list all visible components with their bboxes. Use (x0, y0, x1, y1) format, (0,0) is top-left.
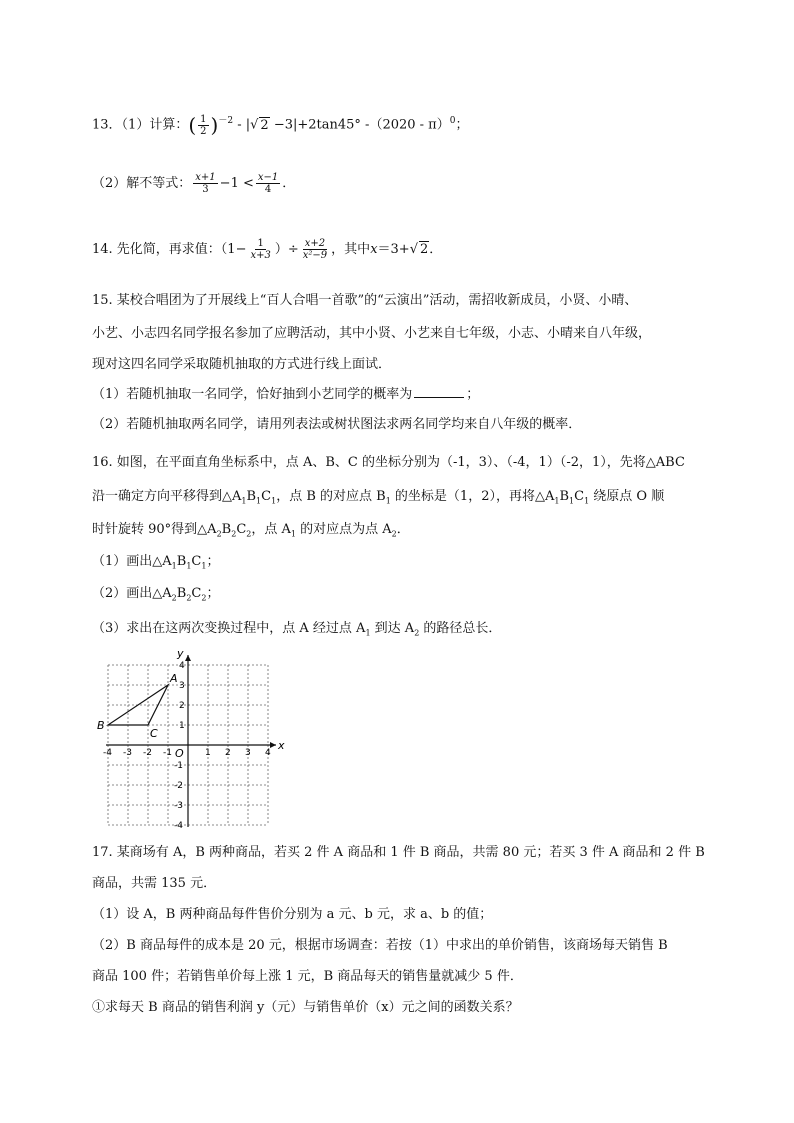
exponent: 0 (449, 116, 456, 127)
q17-sub1: （1）设 A，B 两种商品每件售价分别为 a 元、b 元，求 a、b 的值； (92, 907, 493, 922)
text: 时针旋转 90°得到△A (92, 522, 217, 537)
subscript: 2 (246, 529, 252, 539)
q13-label: 13．（1）计算： (92, 117, 189, 133)
text: ，点 A (251, 522, 291, 537)
fraction (248, 238, 272, 261)
subscript: 1 (201, 561, 207, 571)
fraction-half (198, 114, 208, 137)
text: 的坐标是（1，2），再将△A (390, 489, 555, 504)
subscript: 1 (569, 496, 575, 506)
q17-sub2-line2: 商品 100 件；若销售单价每上涨 1 元，B 商品每天的销售量就减少 5 件． (92, 969, 523, 984)
fraction-denominator: 3 (202, 184, 209, 195)
expr-end: ． (282, 176, 296, 191)
x-tick-label: -2 (143, 748, 152, 758)
expr-part: ）÷ (274, 242, 299, 257)
fraction-numerator: 1 (257, 238, 264, 249)
coordinate-grid (92, 647, 285, 831)
x-tick-label: -4 (103, 748, 112, 758)
q15-sub1 (92, 383, 479, 402)
expr-end: ． (429, 242, 443, 257)
subscript: 2 (231, 529, 237, 539)
text: 的路径总长． (419, 621, 502, 636)
x-tick-label: -3 (123, 748, 132, 758)
q15-sub1-text: （1）若随机抽取一名同学，恰好抽到小艺同学的概率为 (92, 387, 413, 402)
text: C (261, 489, 272, 504)
subscript: 2 (216, 529, 222, 539)
subscript: 1 (271, 496, 277, 506)
point-b-label: B (97, 719, 105, 732)
subscript: 2 (414, 628, 420, 638)
q13-line1 (92, 113, 468, 137)
fraction (301, 238, 329, 261)
q17-line2: 商品，共需 135 元． (92, 876, 217, 891)
q14-label: 14. 先化简，再求值：（1− (92, 242, 247, 257)
y-tick-label: 1 (179, 721, 185, 731)
fraction-numerator: x−1 (257, 172, 279, 183)
x-axis-arrow (270, 742, 276, 748)
q14-line (92, 238, 442, 261)
q16-line3 (92, 518, 410, 539)
text: ； (206, 586, 220, 601)
text: ； (206, 554, 220, 569)
text: （3）求出在这两次变换过程中，点 A 经过点 A (92, 621, 366, 636)
text: ． (396, 522, 410, 537)
q17-sub3: ①求每天 B 商品的销售利润 y（元）与销售单价（x）元之间的函数关系？ (92, 1000, 519, 1015)
subscript: 1 (584, 496, 590, 506)
origin-label: O (175, 747, 184, 760)
fraction-denominator: x+3 (250, 250, 271, 261)
q15-line2: 小艺、小志四名同学报名参加了应聘活动，其中小贤、小艺来自七年级，小志、小晴来自八年级， (92, 326, 652, 341)
text: C (574, 489, 585, 504)
text: B (559, 489, 570, 504)
q16-line2 (92, 485, 664, 506)
y-tick-label: -3 (174, 801, 183, 811)
q16-line1: 16. 如图，在平面直角坐标系中，点 A、B、C 的坐标分别为（-1，3）、（-4，1）（-2，1），先将△ABC (92, 455, 685, 470)
expr-end: ； (455, 117, 469, 133)
y-tick-label: -1 (174, 761, 183, 771)
subscript: 2 (186, 593, 192, 603)
expr-part: ，其中 (331, 242, 371, 257)
sqrt-content: 2 (420, 242, 429, 257)
expr-part: - | (233, 117, 251, 133)
expr-part: −1 < (219, 176, 254, 191)
q16-sub3 (92, 617, 501, 638)
text: B (176, 586, 187, 601)
subscript: 1 (365, 628, 371, 638)
fraction-numerator: x+1 (195, 172, 216, 183)
text: C (236, 522, 247, 537)
subscript: 1 (241, 496, 247, 506)
exponent: －2 (218, 116, 234, 127)
answer-blank (414, 397, 464, 398)
fraction-denominator: 2 (200, 125, 207, 137)
q13-sub2-label: （2）解不等式： (92, 176, 192, 191)
text: C (191, 554, 202, 569)
text: B (221, 522, 232, 537)
text: C (191, 586, 202, 601)
y-tick-label: 3 (179, 681, 185, 691)
fraction (256, 172, 280, 195)
q15-line3: 现对这四名同学采取随机抽取的方式进行线上面试． (92, 357, 392, 372)
fraction (193, 172, 217, 195)
point-a-label: A (170, 672, 178, 685)
x-tick-label: -1 (163, 748, 172, 758)
x-tick-label: 1 (205, 748, 211, 758)
x-tick-label: 3 (245, 748, 251, 758)
x-axis-label: x (278, 739, 285, 752)
sqrt-symbol: √ (409, 242, 418, 257)
subscript: 2 (171, 593, 177, 603)
q13-line2 (92, 172, 295, 195)
y-axis-label: y (177, 647, 184, 660)
q15-sub2: （2）若随机抽取两名同学，请用列表法或树状图法求两名同学均来自八年级的概率． (92, 417, 582, 432)
y-axis-arrow (185, 655, 191, 661)
expr-part: ＝3+ (377, 242, 410, 257)
variable: x (370, 242, 378, 257)
text: 沿一确定方向平移得到△A (92, 489, 242, 504)
text: 绕原点 O 顺 (589, 489, 665, 504)
subscript: 2 (201, 593, 207, 603)
point-c-label: C (150, 727, 158, 740)
subscript: 1 (554, 496, 560, 506)
fraction-denominator: 4 (264, 184, 272, 195)
y-tick-label: 2 (179, 701, 185, 711)
x-tick-label: 4 (265, 748, 271, 758)
fraction-denominator: x²−9 (302, 250, 328, 261)
subscript: 1 (385, 496, 391, 506)
fraction-numerator: 1 (200, 113, 207, 125)
sqrt-content: 2 (260, 117, 269, 133)
text: ，点 B 的对应点 B (276, 489, 386, 504)
sqrt-symbol: √ (250, 117, 259, 133)
q16-sub2 (92, 582, 219, 603)
q15-line1: 15. 某校合唱团为了开展线上“百人合唱一首歌”的“云演出”活动，需招收新成员，小贤、小晴、 (92, 293, 638, 308)
left-paren: ( (188, 113, 197, 137)
subscript: 1 (290, 529, 296, 539)
text: B (246, 489, 257, 504)
right-paren: ) (210, 113, 219, 137)
y-tick-label: 4 (179, 661, 185, 671)
subscript: 1 (256, 496, 262, 506)
text: 的对应点为点 A (295, 522, 392, 537)
y-tick-label: -2 (174, 781, 183, 791)
text: B (176, 554, 187, 569)
subscript: 2 (391, 529, 397, 539)
subscript: 1 (186, 561, 192, 571)
expr-part: −3|+2tan45° -（2020 - π） (269, 117, 450, 133)
text: （1）画出△A (92, 554, 172, 569)
subscript: 1 (171, 561, 177, 571)
y-tick-label: -4 (174, 821, 183, 831)
text: 到达 A (370, 621, 415, 636)
x-tick-label: 2 (225, 748, 231, 758)
q17-sub2-line1: （2）B 商品每件的成本是 20 元，根据市场调查：若按（1）中求出的单价销售，该商场每天销售 B (92, 938, 668, 953)
q15-sub1-end: ； (466, 387, 480, 402)
text: （2）画出△A (92, 586, 172, 601)
q16-sub1 (92, 550, 219, 571)
q17-line1: 17. 某商场有 A，B 两种商品，若买 2 件 A 商品和 1 件 B 商品，共需 80 元；若买 3 件 A 商品和 2 件 B (92, 845, 705, 860)
fraction-numerator: x+2 (304, 238, 326, 249)
